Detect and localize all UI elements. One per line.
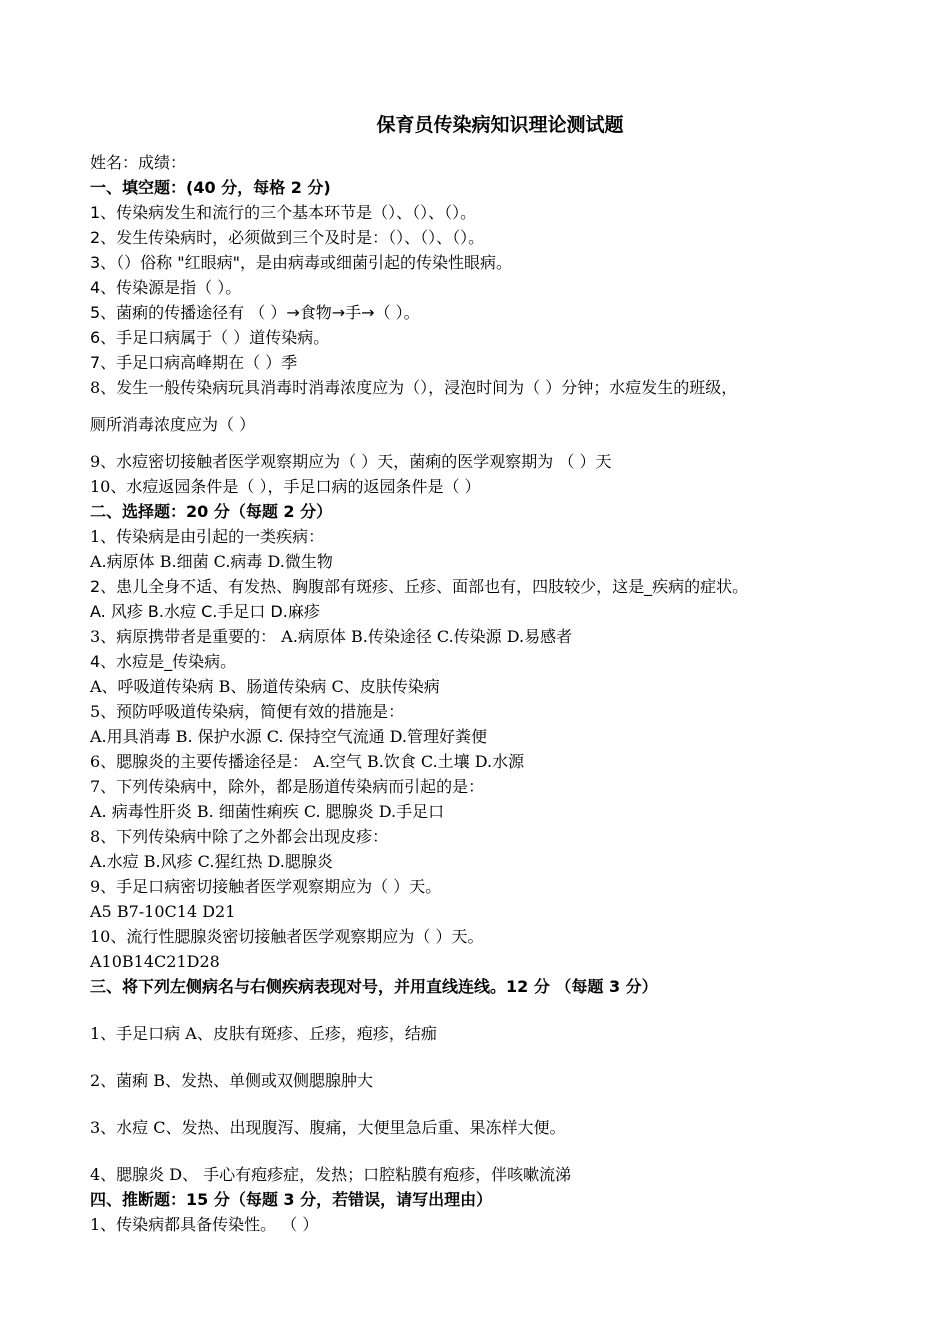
choice-line: 7、下列传染病中，除外，都是肠道传染病而引起的是： bbox=[90, 777, 485, 796]
choice-line: 3、病原携带者是重要的： A.病原体 B.传染途径 C.传染源 D.易感者 bbox=[90, 627, 573, 646]
question-item: 8、发生一般传染病玩具消毒时消毒浓度应为（），浸泡时间为（ ）分钟；水痘发生的班级， bbox=[90, 378, 738, 397]
judgement-item: 1、传染病都具备传染性。 （ ） bbox=[90, 1215, 319, 1234]
choice-line: 9、手足口病密切接触者医学观察期应为（ ）天。 bbox=[90, 877, 442, 896]
choice-line: 8、下列传染病中除了之外都会出现皮疹： bbox=[90, 827, 389, 846]
question-item: 1、传染病发生和流行的三个基本环节是（）、（）、（）。 bbox=[90, 203, 477, 222]
choice-line: A、呼吸道传染病 B、肠道传染病 C、皮肤传染病 bbox=[90, 677, 440, 696]
section-fill-blank-heading: 一、填空题：(40 分，每格 2 分) bbox=[90, 178, 331, 197]
question-item: 9、水痘密切接触者医学观察期应为（ ）天，菌痢的医学观察期为 （ ）天 bbox=[90, 452, 612, 471]
section-choice-heading: 二、选择题：20 分（每题 2 分） bbox=[90, 502, 333, 521]
name-score-line: 姓名：成绩： bbox=[90, 153, 187, 172]
exam-page bbox=[90, 110, 890, 1237]
choice-line: 10、流行性腮腺炎密切接触者医学观察期应为（ ）天。 bbox=[90, 927, 484, 946]
page-title: 保育员传染病知识理论测试题 bbox=[376, 114, 624, 136]
matching-item: 1、手足口病 A、皮肤有斑疹、丘疹，疱疹，结痂 bbox=[90, 1024, 437, 1043]
question-item: 7、手足口病高峰期在（ ）季 bbox=[90, 353, 298, 372]
question-item: 6、手足口病属于（ ）道传染病。 bbox=[90, 328, 330, 347]
section-matching-heading: 三、将下列左侧病名与右侧疾病表现对号，并用直线连线。12 分 （每题 3 分） bbox=[90, 977, 658, 996]
choice-line: 4、水痘是_传染病。 bbox=[90, 652, 237, 671]
choice-line: A. 风疹 B.水痘 C.手足口 D.麻疹 bbox=[90, 602, 320, 621]
matching-item: 3、水痘 C、发热、出现腹泻、腹痛，大便里急后重、果冻样大便。 bbox=[90, 1118, 566, 1137]
choice-line: A.水痘 B.风疹 C.猩红热 D.腮腺炎 bbox=[90, 852, 333, 871]
question-item-continued: 厕所消毒浓度应为（ ） bbox=[90, 415, 256, 434]
choice-line: 2、患儿全身不适、有发热、胸腹部有斑疹、丘疹、面部也有，四肢较少，这是_疾病的症状。 bbox=[90, 577, 749, 596]
choice-line: 1、传染病是由引起的一类疾病： bbox=[90, 527, 325, 546]
question-item: 2、发生传染病时，必须做到三个及时是：（）、（）、（）。 bbox=[90, 228, 485, 247]
choice-line: A. 病毒性肝炎 B. 细菌性痢疾 C. 腮腺炎 D.手足口 bbox=[90, 802, 445, 821]
choice-line: A.病原体 B.细菌 C.病毒 D.微生物 bbox=[90, 552, 333, 571]
section-judgement-heading: 四、推断题：15 分（每题 3 分，若错误，请写出理由） bbox=[90, 1190, 493, 1209]
matching-item: 4、腮腺炎 D、 手心有疱疹症，发热；口腔粘膜有疱疹，伴咳嗽流涕 bbox=[90, 1165, 572, 1184]
question-item: 3、（）俗称 "红眼病"，是由病毒或细菌引起的传染性眼病。 bbox=[90, 253, 512, 272]
choice-line: A5 B7-10C14 D21 bbox=[90, 902, 236, 921]
choice-line: 6、腮腺炎的主要传播途径是： A.空气 B.饮食 C.土壤 D.水源 bbox=[90, 752, 525, 771]
question-item: 10、水痘返园条件是（ ），手足口病的返园条件是（ ） bbox=[90, 477, 481, 496]
choice-line: A10B14C21D28 bbox=[90, 952, 220, 971]
choice-line: A.用具消毒 B. 保护水源 C. 保持空气流通 D.管理好粪便 bbox=[90, 727, 488, 746]
matching-item: 2、菌痢 B、发热、单侧或双侧腮腺肿大 bbox=[90, 1071, 374, 1090]
choice-line: 5、预防呼吸道传染病，简便有效的措施是： bbox=[90, 702, 405, 721]
question-item: 5、菌痢的传播途径有 （ ）→食物→手→（ ）。 bbox=[90, 303, 420, 322]
question-item: 4、传染源是指（ ）。 bbox=[90, 278, 242, 297]
